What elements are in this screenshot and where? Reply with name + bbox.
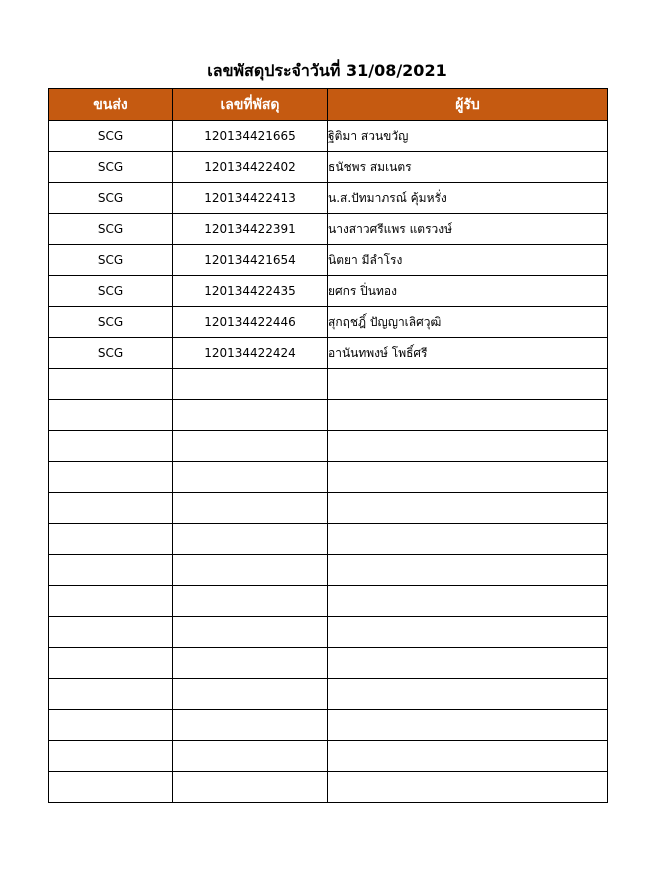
table-body bbox=[49, 121, 608, 803]
table-row bbox=[49, 586, 608, 617]
recipient-cell: น.ส.ปัทมาภรณ์ คุ้มหรั่ง bbox=[328, 183, 608, 214]
table-row bbox=[49, 400, 608, 431]
table-row bbox=[49, 493, 608, 524]
carrier-cell bbox=[49, 586, 173, 617]
tracking-cell bbox=[173, 679, 328, 710]
carrier-cell: SCG bbox=[49, 307, 173, 338]
tracking-cell bbox=[173, 617, 328, 648]
carrier-cell bbox=[49, 741, 173, 772]
tracking-cell bbox=[173, 555, 328, 586]
carrier-cell bbox=[49, 555, 173, 586]
table-row bbox=[49, 214, 608, 245]
carrier-cell: SCG bbox=[49, 338, 173, 369]
recipient-cell bbox=[328, 772, 608, 803]
table-header-row bbox=[49, 89, 608, 121]
recipient-cell: นิตยา มีลำโรง bbox=[328, 245, 608, 276]
table-row bbox=[49, 617, 608, 648]
carrier-cell bbox=[49, 524, 173, 555]
carrier-cell: SCG bbox=[49, 152, 173, 183]
tracking-cell bbox=[173, 400, 328, 431]
tracking-cell bbox=[173, 493, 328, 524]
tracking-cell: 120134421654 bbox=[173, 245, 328, 276]
recipient-cell bbox=[328, 524, 608, 555]
tracking-cell bbox=[173, 586, 328, 617]
tracking-cell: 120134422413 bbox=[173, 183, 328, 214]
table-row bbox=[49, 121, 608, 152]
tracking-cell: 120134422435 bbox=[173, 276, 328, 307]
carrier-cell bbox=[49, 710, 173, 741]
recipient-cell bbox=[328, 586, 608, 617]
recipient-cell bbox=[328, 617, 608, 648]
recipient-cell: นางสาวศรีแพร แตรวงษ์ bbox=[328, 214, 608, 245]
recipient-cell bbox=[328, 369, 608, 400]
table-row bbox=[49, 338, 608, 369]
tracking-cell: 120134422402 bbox=[173, 152, 328, 183]
table-row bbox=[49, 710, 608, 741]
parcel-table bbox=[48, 88, 608, 803]
table-row bbox=[49, 524, 608, 555]
carrier-cell bbox=[49, 462, 173, 493]
recipient-cell: ธนัชพร สมเนตร bbox=[328, 152, 608, 183]
tracking-cell bbox=[173, 524, 328, 555]
tracking-cell: 120134422424 bbox=[173, 338, 328, 369]
table-row bbox=[49, 431, 608, 462]
carrier-cell bbox=[49, 772, 173, 803]
recipient-cell bbox=[328, 462, 608, 493]
tracking-cell bbox=[173, 648, 328, 679]
recipient-cell bbox=[328, 493, 608, 524]
table-row bbox=[49, 245, 608, 276]
tracking-cell bbox=[173, 431, 328, 462]
table-row bbox=[49, 648, 608, 679]
tracking-cell bbox=[173, 741, 328, 772]
recipient-cell bbox=[328, 679, 608, 710]
table-row bbox=[49, 276, 608, 307]
recipient-cell: สุกฤชฎิ์ ปัญญาเลิศวุฒิ bbox=[328, 307, 608, 338]
page-title: เลขพัสดุประจำวันที่ 31/08/2021 bbox=[207, 61, 447, 80]
carrier-cell: SCG bbox=[49, 245, 173, 276]
carrier-cell bbox=[49, 369, 173, 400]
recipient-cell bbox=[328, 431, 608, 462]
header-recipient: ผู้รับ bbox=[328, 89, 608, 121]
carrier-cell bbox=[49, 431, 173, 462]
table-row bbox=[49, 555, 608, 586]
table-row bbox=[49, 152, 608, 183]
tracking-cell bbox=[173, 710, 328, 741]
carrier-cell bbox=[49, 617, 173, 648]
table-row bbox=[49, 369, 608, 400]
table-row bbox=[49, 679, 608, 710]
recipient-cell: อานันทพงษ์ โพธิ์ศรี bbox=[328, 338, 608, 369]
recipient-cell bbox=[328, 648, 608, 679]
tracking-cell: 120134421665 bbox=[173, 121, 328, 152]
tracking-cell bbox=[173, 369, 328, 400]
recipient-cell: ยศกร ปิ่นทอง bbox=[328, 276, 608, 307]
carrier-cell: SCG bbox=[49, 121, 173, 152]
carrier-cell bbox=[49, 679, 173, 710]
table-row bbox=[49, 741, 608, 772]
tracking-cell: 120134422446 bbox=[173, 307, 328, 338]
table-row bbox=[49, 183, 608, 214]
table-row bbox=[49, 772, 608, 803]
header-tracking-number: เลขที่พัสดุ bbox=[173, 89, 328, 121]
carrier-cell: SCG bbox=[49, 183, 173, 214]
tracking-cell bbox=[173, 462, 328, 493]
table-row bbox=[49, 307, 608, 338]
table-row bbox=[49, 462, 608, 493]
header-carrier: ขนส่ง bbox=[49, 89, 173, 121]
recipient-cell bbox=[328, 555, 608, 586]
carrier-cell bbox=[49, 648, 173, 679]
tracking-cell bbox=[173, 772, 328, 803]
carrier-cell bbox=[49, 400, 173, 431]
carrier-cell: SCG bbox=[49, 214, 173, 245]
tracking-cell: 120134422391 bbox=[173, 214, 328, 245]
recipient-cell bbox=[328, 741, 608, 772]
carrier-cell: SCG bbox=[49, 276, 173, 307]
recipient-cell: ฐิติมา สวนขวัญ bbox=[328, 121, 608, 152]
recipient-cell bbox=[328, 710, 608, 741]
recipient-cell bbox=[328, 400, 608, 431]
carrier-cell bbox=[49, 493, 173, 524]
